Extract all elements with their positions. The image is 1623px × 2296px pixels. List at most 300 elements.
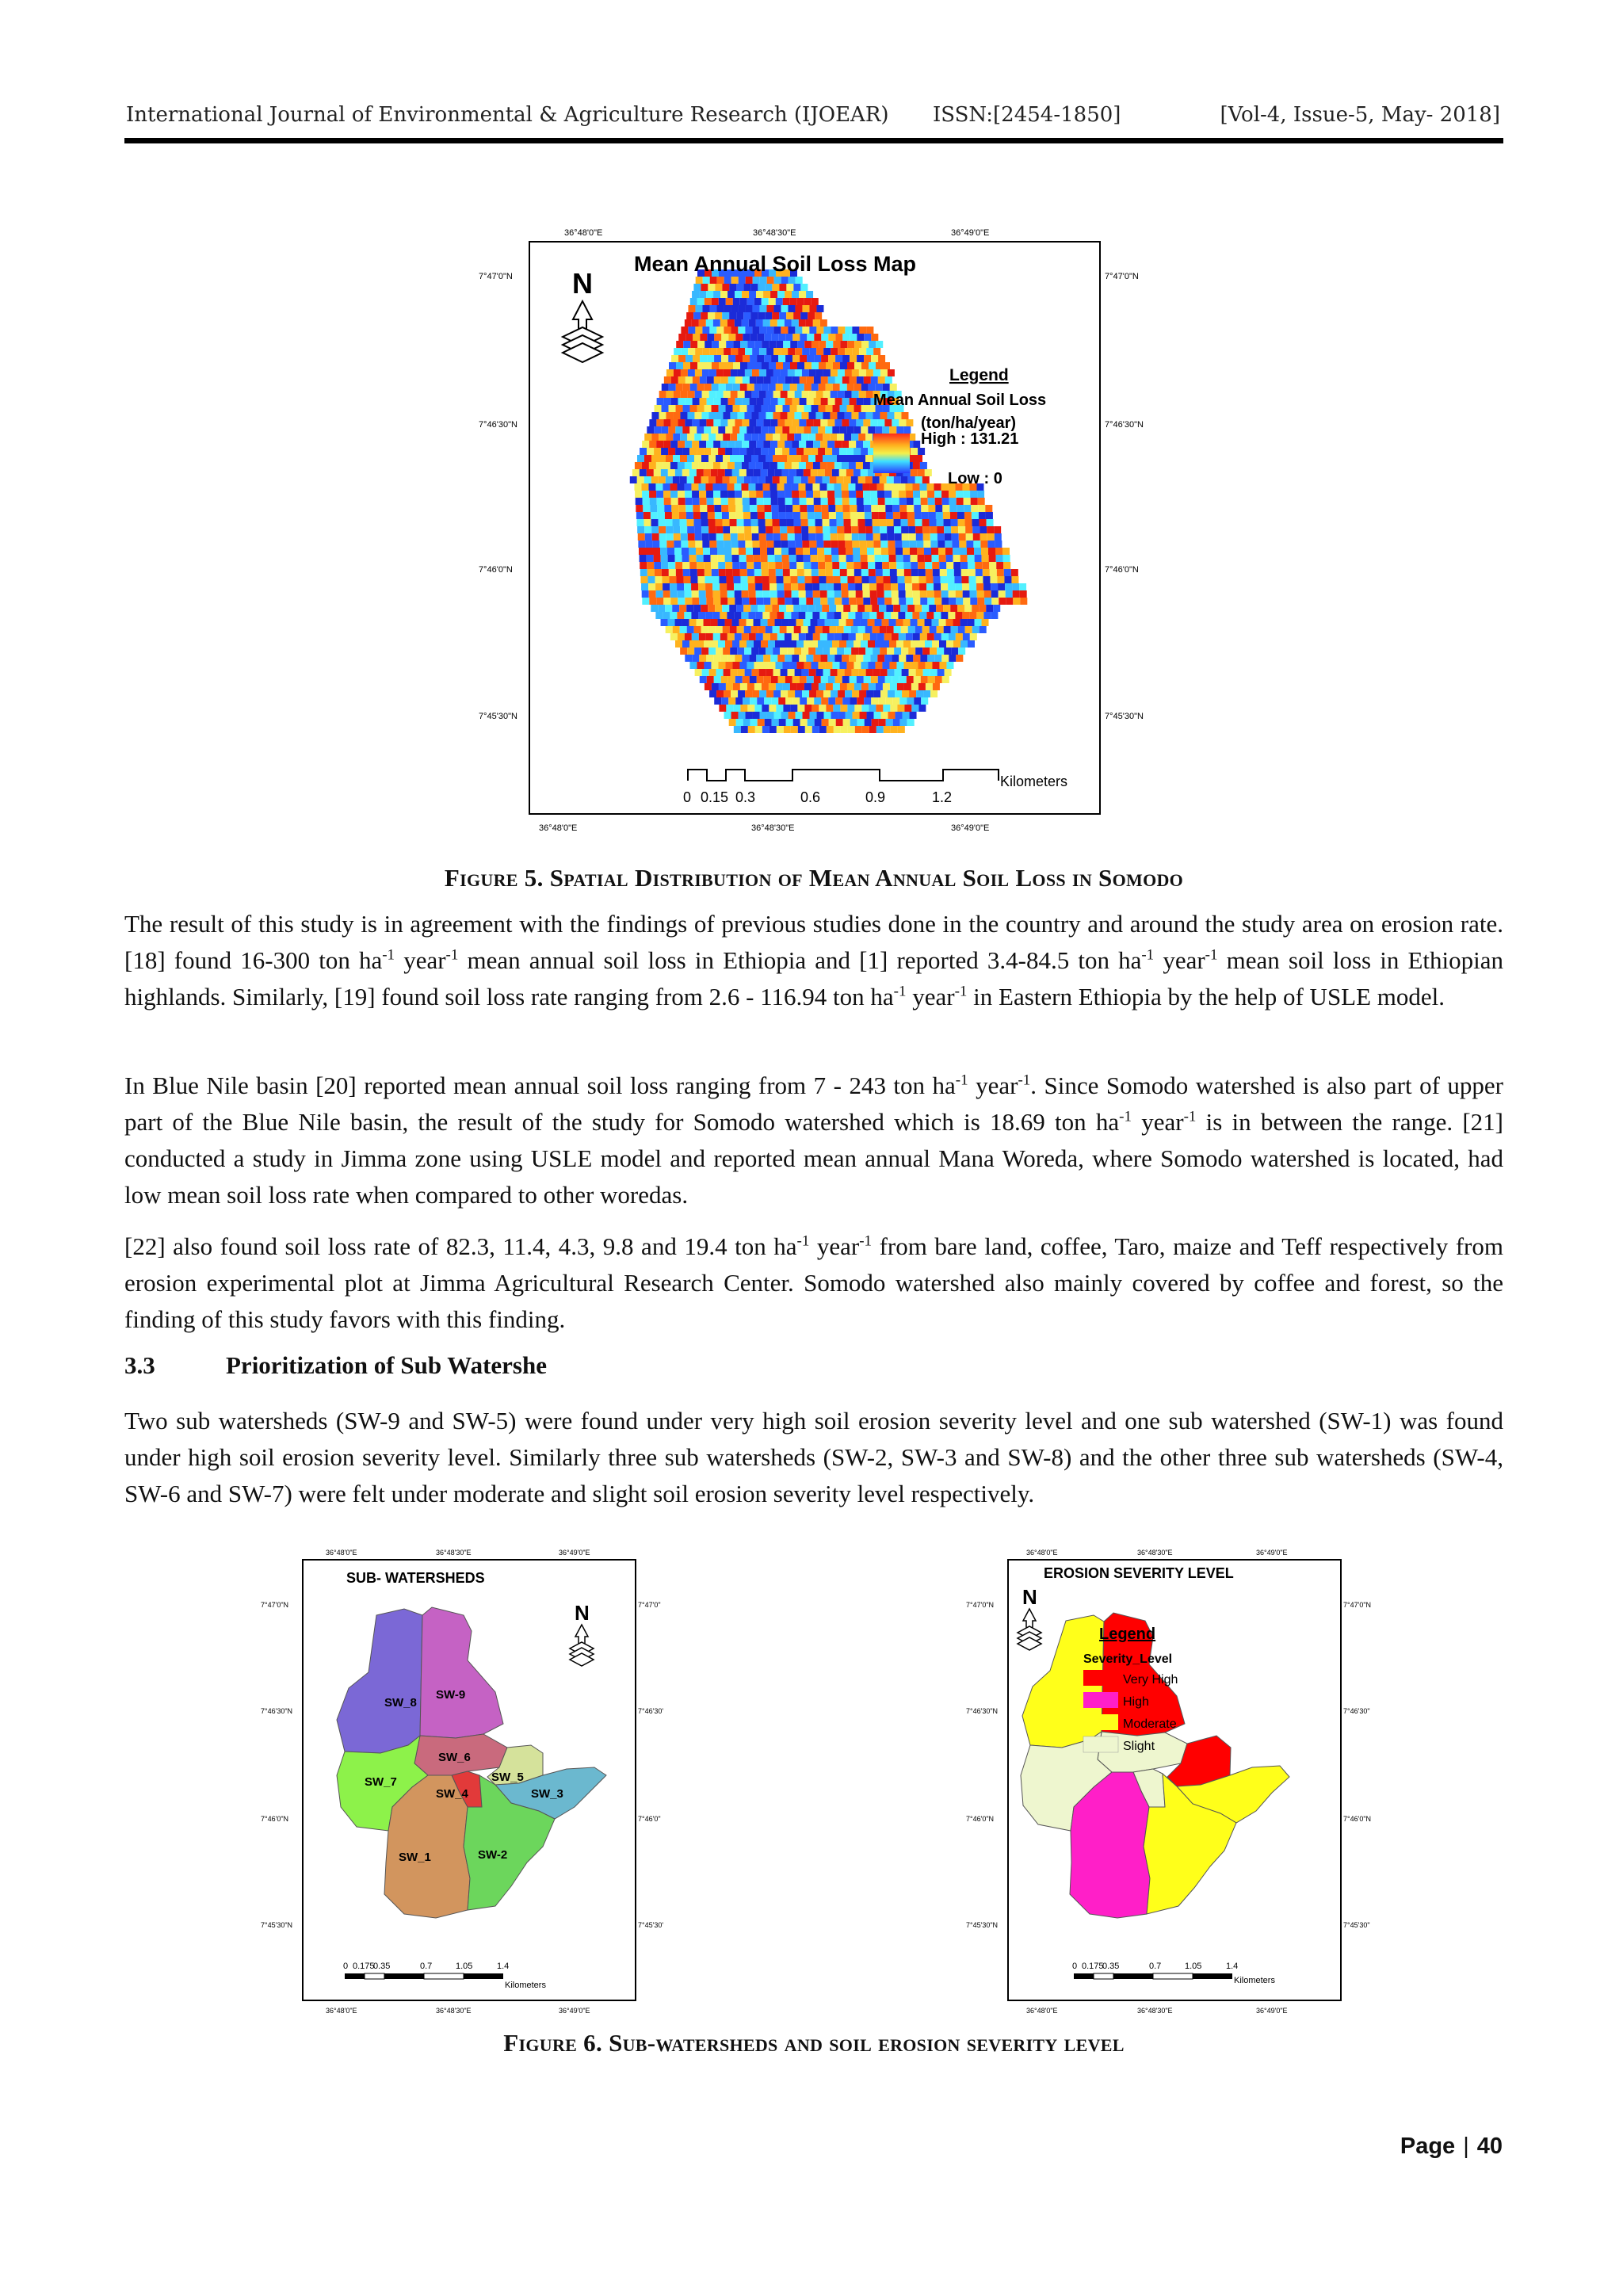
raster-cell	[658, 605, 665, 612]
svg-text:7°47'0"N: 7°47'0"N	[966, 1601, 995, 1609]
raster-cell	[841, 726, 848, 733]
raster-cell	[903, 562, 911, 569]
raster-cell	[681, 327, 688, 334]
raster-cell	[706, 655, 713, 662]
raster-cell	[655, 612, 663, 619]
raster-cell	[766, 412, 773, 419]
raster-cell	[852, 327, 859, 334]
raster-cell	[782, 619, 789, 626]
raster-cell	[799, 291, 806, 298]
raster-cell	[772, 512, 779, 519]
raster-cell	[738, 533, 745, 541]
raster-cell	[891, 483, 898, 491]
svg-text:0: 0	[343, 1962, 349, 1971]
raster-cell	[804, 562, 811, 569]
raster-cell	[685, 498, 693, 505]
raster-cell	[759, 391, 766, 398]
raster-cell	[883, 362, 890, 369]
raster-cell	[785, 355, 792, 362]
raster-cell	[777, 483, 784, 491]
raster-cell	[630, 476, 637, 483]
raster-cell	[747, 448, 754, 455]
raster-cell	[726, 683, 733, 690]
raster-cell	[920, 655, 927, 662]
raster-cell	[987, 541, 995, 548]
raster-cell	[887, 476, 894, 483]
raster-cell	[943, 605, 950, 612]
raster-cell	[642, 441, 649, 448]
raster-cell	[681, 391, 688, 398]
raster-cell	[855, 612, 862, 619]
raster-cell	[969, 583, 976, 590]
raster-cell	[791, 483, 798, 491]
raster-cell	[835, 398, 842, 405]
raster-cell	[632, 469, 640, 476]
raster-cell	[777, 441, 785, 448]
raster-cell	[682, 555, 689, 562]
raster-cell	[981, 548, 988, 555]
raster-cell	[823, 476, 830, 483]
raster-cell	[812, 569, 819, 576]
raster-cell	[756, 462, 763, 469]
raster-cell	[678, 505, 685, 512]
raster-cell	[881, 712, 888, 719]
raster-cell	[706, 319, 713, 327]
raster-cell	[795, 391, 802, 398]
raster-cell	[836, 512, 843, 519]
raster-cell	[914, 505, 921, 512]
raster-cell	[882, 426, 889, 434]
raster-cell	[880, 476, 887, 483]
raster-cell	[781, 541, 788, 548]
raster-cell	[805, 726, 812, 733]
raster-cell	[1002, 548, 1010, 555]
raster-cell	[894, 519, 901, 526]
raster-cell	[743, 676, 750, 683]
raster-cell	[726, 569, 733, 576]
raster-cell	[769, 726, 777, 733]
raster-cell	[764, 676, 771, 683]
raster-cell	[922, 626, 930, 633]
raster-cell	[708, 284, 715, 291]
raster-cell	[737, 412, 744, 419]
raster-cell	[725, 448, 732, 455]
raster-cell	[722, 605, 729, 612]
raster-cell	[705, 583, 712, 590]
raster-cell	[759, 690, 766, 697]
raster-cell	[879, 512, 886, 519]
raster-cell	[968, 619, 975, 626]
raster-cell	[809, 690, 816, 697]
raster-cell	[678, 491, 685, 498]
raster-cell	[880, 541, 888, 548]
raster-cell	[928, 505, 935, 512]
raster-cell	[709, 669, 716, 676]
raster-cell	[951, 626, 958, 633]
raster-cell	[750, 355, 757, 362]
raster-cell	[783, 576, 790, 583]
raster-cell	[841, 483, 848, 491]
raster-cell	[928, 498, 935, 505]
raster-cell	[849, 462, 856, 469]
raster-cell	[917, 548, 924, 555]
raster-cell	[830, 519, 837, 526]
raster-cell	[944, 526, 951, 533]
raster-cell	[666, 369, 674, 376]
raster-cell	[728, 697, 735, 705]
raster-cell	[918, 683, 926, 690]
svg-text:7°46'30"N: 7°46'30"N	[479, 420, 517, 430]
raster-cell	[851, 476, 858, 483]
raster-cell	[799, 319, 806, 327]
raster-cell	[698, 483, 705, 491]
raster-cell	[869, 569, 876, 576]
raster-cell	[724, 327, 731, 334]
raster-cell	[714, 398, 721, 405]
raster-cell	[795, 533, 802, 541]
raster-cell	[796, 469, 804, 476]
raster-cell	[818, 426, 825, 434]
raster-cell	[801, 648, 808, 655]
raster-cell	[904, 683, 911, 690]
raster-cell	[819, 569, 826, 576]
raster-cell	[652, 533, 659, 541]
raster-cell	[892, 419, 899, 426]
raster-cell	[690, 569, 697, 576]
raster-cell	[644, 519, 651, 526]
raster-cell	[731, 305, 738, 312]
raster-cell	[692, 491, 699, 498]
raster-cell	[720, 655, 727, 662]
raster-cell	[742, 462, 749, 469]
raster-cell	[693, 355, 700, 362]
raster-cell	[721, 334, 728, 341]
raster-cell	[695, 305, 702, 312]
raster-cell	[719, 569, 726, 576]
raster-cell	[865, 519, 873, 526]
raster-cell	[888, 669, 895, 676]
raster-cell	[899, 590, 906, 598]
raster-cell	[960, 548, 967, 555]
raster-cell	[957, 498, 964, 505]
raster-cell	[871, 498, 878, 505]
raster-cell	[957, 605, 964, 612]
raster-cell	[816, 541, 823, 548]
raster-cell	[730, 648, 737, 655]
raster-cell	[854, 562, 861, 569]
raster-cell	[762, 405, 769, 412]
raster-cell	[777, 319, 785, 327]
raster-cell	[733, 405, 740, 412]
raster-cell	[887, 626, 894, 633]
raster-cell	[752, 669, 759, 676]
raster-cell	[666, 533, 674, 541]
raster-cell	[790, 705, 797, 712]
raster-cell	[903, 555, 911, 562]
raster-cell	[728, 376, 735, 384]
raster-cell	[769, 341, 776, 348]
raster-cell	[885, 505, 892, 512]
raster-cell	[735, 462, 742, 469]
raster-cell	[830, 526, 837, 533]
raster-cell	[812, 405, 819, 412]
raster-cell	[785, 291, 792, 298]
raster-cell	[758, 284, 765, 291]
raster-cell	[945, 669, 952, 676]
raster-cell	[793, 312, 800, 319]
raster-cell	[741, 612, 748, 619]
raster-cell	[685, 334, 693, 341]
raster-cell	[827, 441, 834, 448]
raster-cell	[707, 505, 714, 512]
raster-cell	[747, 298, 754, 305]
raster-cell	[820, 590, 827, 598]
raster-cell	[644, 476, 651, 483]
raster-cell	[919, 483, 926, 491]
raster-cell	[729, 284, 736, 291]
raster-cell	[743, 398, 750, 405]
raster-cell	[906, 633, 913, 640]
raster-cell	[780, 412, 787, 419]
raster-cell	[866, 391, 873, 398]
raster-cell	[777, 583, 784, 590]
raster-cell	[815, 648, 823, 655]
raster-cell	[830, 455, 837, 462]
raster-cell	[852, 391, 859, 398]
raster-cell	[901, 519, 908, 526]
raster-cell	[771, 505, 778, 512]
raster-cell	[685, 491, 692, 498]
raster-cell	[876, 726, 884, 733]
raster-cell	[863, 491, 870, 498]
raster-cell	[785, 491, 792, 498]
raster-cell	[815, 455, 823, 462]
raster-cell	[833, 705, 840, 712]
raster-cell	[708, 605, 715, 612]
raster-cell	[956, 590, 963, 598]
raster-cell	[942, 676, 949, 683]
raster-cell	[761, 562, 768, 569]
raster-cell	[647, 569, 655, 576]
raster-cell	[813, 462, 820, 469]
raster-cell	[756, 319, 763, 327]
raster-cell	[747, 662, 754, 669]
raster-cell	[692, 441, 699, 448]
raster-cell	[735, 676, 743, 683]
raster-cell	[970, 633, 977, 640]
raster-cell	[701, 412, 708, 419]
raster-cell	[842, 697, 850, 705]
raster-cell	[714, 697, 721, 705]
raster-cell	[815, 519, 823, 526]
raster-cell	[873, 369, 880, 376]
raster-cell	[888, 533, 895, 541]
raster-cell	[816, 690, 823, 697]
raster-cell	[730, 412, 737, 419]
raster-cell	[719, 362, 726, 369]
raster-cell	[852, 541, 859, 548]
raster-cell	[701, 512, 708, 519]
raster-cell	[720, 633, 727, 640]
raster-cell	[723, 526, 730, 533]
raster-cell	[653, 548, 660, 555]
raster-cell	[716, 519, 723, 526]
raster-cell	[744, 434, 751, 441]
svg-text:0.7: 0.7	[420, 1962, 433, 1971]
raster-cell	[920, 462, 927, 469]
raster-cell	[748, 726, 755, 733]
raster-cell	[949, 590, 956, 598]
raster-cell	[941, 590, 949, 598]
raster-cell	[728, 498, 735, 505]
raster-cell	[756, 598, 763, 605]
raster-cell	[819, 483, 827, 491]
raster-cell	[756, 291, 763, 298]
raster-cell	[843, 512, 850, 519]
raster-cell	[973, 533, 980, 541]
svg-text:36°48'30"E: 36°48'30"E	[1137, 1549, 1173, 1557]
raster-cell	[804, 569, 812, 576]
raster-cell	[769, 569, 776, 576]
raster-cell	[878, 505, 885, 512]
raster-cell	[815, 526, 823, 533]
raster-cell	[773, 327, 781, 334]
raster-cell	[790, 341, 797, 348]
raster-cell	[682, 448, 689, 455]
raster-cell	[660, 548, 667, 555]
raster-cell	[672, 512, 679, 519]
raster-cell	[678, 398, 685, 405]
raster-cell	[815, 476, 823, 483]
raster-cell	[678, 376, 685, 384]
raster-cell	[846, 448, 854, 455]
raster-cell	[762, 576, 769, 583]
raster-cell	[777, 726, 784, 733]
raster-cell	[781, 277, 789, 284]
raster-cell	[697, 576, 705, 583]
raster-cell	[679, 605, 686, 612]
raster-cell	[700, 398, 707, 405]
raster-cell	[792, 319, 799, 327]
raster-cell	[743, 312, 750, 319]
raster-cell	[861, 384, 869, 391]
raster-cell	[906, 491, 913, 498]
raster-cell	[724, 305, 731, 312]
raster-cell	[666, 476, 673, 483]
raster-cell	[763, 419, 770, 426]
raster-cell	[930, 626, 937, 633]
issn: ISSN:[2454-1850]	[933, 103, 1121, 127]
raster-cell	[972, 626, 980, 633]
raster-cell	[696, 548, 703, 555]
raster-cell	[842, 462, 849, 469]
raster-cell	[899, 655, 906, 662]
svg-text:7°45'30"N: 7°45'30"N	[261, 1921, 293, 1929]
raster-cell	[697, 405, 705, 412]
svg-text:0.6: 0.6	[800, 789, 821, 805]
raster-cell	[876, 341, 883, 348]
raster-cell	[757, 697, 764, 705]
raster-cell	[651, 519, 659, 526]
raster-cell	[754, 555, 761, 562]
raster-cell	[666, 434, 673, 441]
raster-cell	[807, 697, 814, 705]
raster-cell	[778, 676, 785, 683]
raster-cell	[661, 562, 668, 569]
raster-cell	[869, 612, 876, 619]
raster-cell	[709, 305, 716, 312]
raster-cell	[819, 576, 826, 583]
raster-cell	[958, 519, 965, 526]
raster-cell	[927, 590, 934, 598]
raster-cell	[889, 555, 896, 562]
raster-cell	[807, 498, 814, 505]
raster-cell	[971, 505, 978, 512]
raster-cell	[911, 683, 918, 690]
raster-cell	[673, 526, 680, 533]
raster-cell	[880, 626, 887, 633]
raster-cell	[676, 576, 683, 583]
raster-cell	[906, 590, 913, 598]
raster-cell	[763, 590, 770, 598]
raster-cell	[795, 348, 802, 355]
raster-cell	[789, 712, 796, 719]
raster-cell	[899, 491, 906, 498]
raster-cell	[866, 669, 873, 676]
raster-cell	[851, 455, 858, 462]
raster-cell	[899, 697, 907, 705]
raster-cell	[654, 555, 661, 562]
raster-cell	[773, 305, 781, 312]
raster-cell	[815, 605, 822, 612]
raster-cell	[692, 319, 699, 327]
raster-cell	[808, 412, 815, 419]
raster-cell	[720, 462, 727, 469]
raster-cell	[861, 555, 868, 562]
raster-cell	[692, 462, 699, 469]
raster-cell	[640, 562, 647, 569]
raster-cell	[839, 662, 846, 669]
raster-cell	[806, 590, 813, 598]
raster-cell	[789, 469, 796, 476]
raster-cell	[794, 626, 801, 633]
raster-cell	[869, 683, 876, 690]
raster-cell	[727, 441, 735, 448]
raster-cell	[793, 284, 800, 291]
raster-cell	[700, 498, 707, 505]
raster-cell	[785, 498, 792, 505]
raster-cell	[983, 576, 990, 583]
raster-cell	[684, 583, 691, 590]
raster-cell	[754, 298, 762, 305]
raster-cell	[685, 655, 692, 662]
raster-cell	[739, 619, 747, 626]
raster-cell	[688, 533, 695, 541]
raster-cell	[864, 334, 871, 341]
raster-cell	[875, 426, 882, 434]
raster-cell	[912, 583, 919, 590]
raster-cell	[861, 448, 868, 455]
raster-cell	[908, 519, 915, 526]
raster-cell	[775, 562, 782, 569]
raster-cell	[670, 583, 677, 590]
raster-cell	[675, 469, 682, 476]
raster-cell	[938, 541, 945, 548]
raster-cell	[816, 391, 823, 398]
svg-text:7°46'0"N: 7°46'0"N	[966, 1815, 995, 1823]
raster-cell	[869, 362, 876, 369]
raster-cell	[678, 598, 685, 605]
